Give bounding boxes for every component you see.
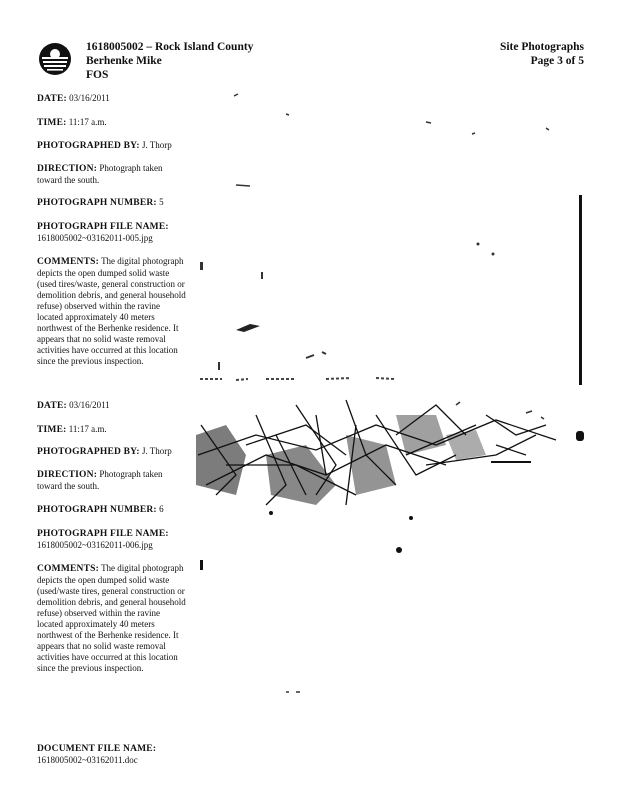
entry1-file-name: PHOTOGRAPH FILE NAME: 1618005002~03162011-005.jpg (37, 222, 169, 243)
entry2-direction: DIRECTION: Photograph taken toward the south. (37, 469, 163, 491)
entry2-file-name: PHOTOGRAPH FILE NAME: 1618005002~03162011-006.jpg (37, 529, 169, 550)
entry2-time: TIME: 11:17 a.m. (37, 424, 107, 435)
section-title: Site Photographs (499, 41, 584, 53)
header-site-info (86, 40, 253, 82)
entry1-photo-number: PHOTOGRAPH NUMBER: 5 (37, 197, 164, 208)
owner-line: Berhenke Mike (86, 55, 162, 67)
page-number: Page 3 of 5 (530, 55, 584, 67)
entry2-photo-number: PHOTOGRAPH NUMBER: 6 (37, 504, 164, 515)
type-line: FOS (86, 69, 109, 81)
agency-logo (38, 42, 72, 76)
site-photograph-6 (196, 395, 591, 695)
document-file-info (37, 744, 156, 766)
entry1-comments: COMMENTS: The digital photograph depicts the open dumped solid waste (used tires/waste, general construction or demolition debris, and general household refuse) observed within the ravine located approximately 40 meters northwest of the Berhenke residence. It appears that no solid waste removal activities have occurred at this location since the previous inspection. (37, 256, 186, 366)
entry1-date: DATE: 03/16/2011 (37, 93, 110, 104)
header-page-info (500, 40, 584, 68)
doc-label: DOCUMENT FILE NAME: (37, 744, 157, 754)
entry2-comments: COMMENTS: The digital photograph depicts the open dumped solid waste (used/waste tires, general construction or demolition debris, and general household refuse) observed within the ravine located approximately 40 meters northwest of the Berhenke residence. It appears that no solid waste removal activities have occurred at this location since the previous inspection. (37, 563, 186, 673)
entry1-photographer: PHOTOGRAPHED BY: J. Thorp (37, 140, 172, 151)
entry2-date: DATE: 03/16/2011 (37, 400, 110, 411)
site-id-line: 1618005002 – Rock Island County (86, 41, 254, 53)
entry2-photographer: PHOTOGRAPHED BY: J. Thorp (37, 446, 172, 457)
entry1-direction: DIRECTION: Photograph taken toward the south. (37, 163, 163, 185)
entry1-time: TIME: 11:17 a.m. (37, 117, 107, 128)
doc-file: 1618005002~03162011.doc (37, 755, 138, 765)
site-photograph-5 (196, 90, 591, 390)
